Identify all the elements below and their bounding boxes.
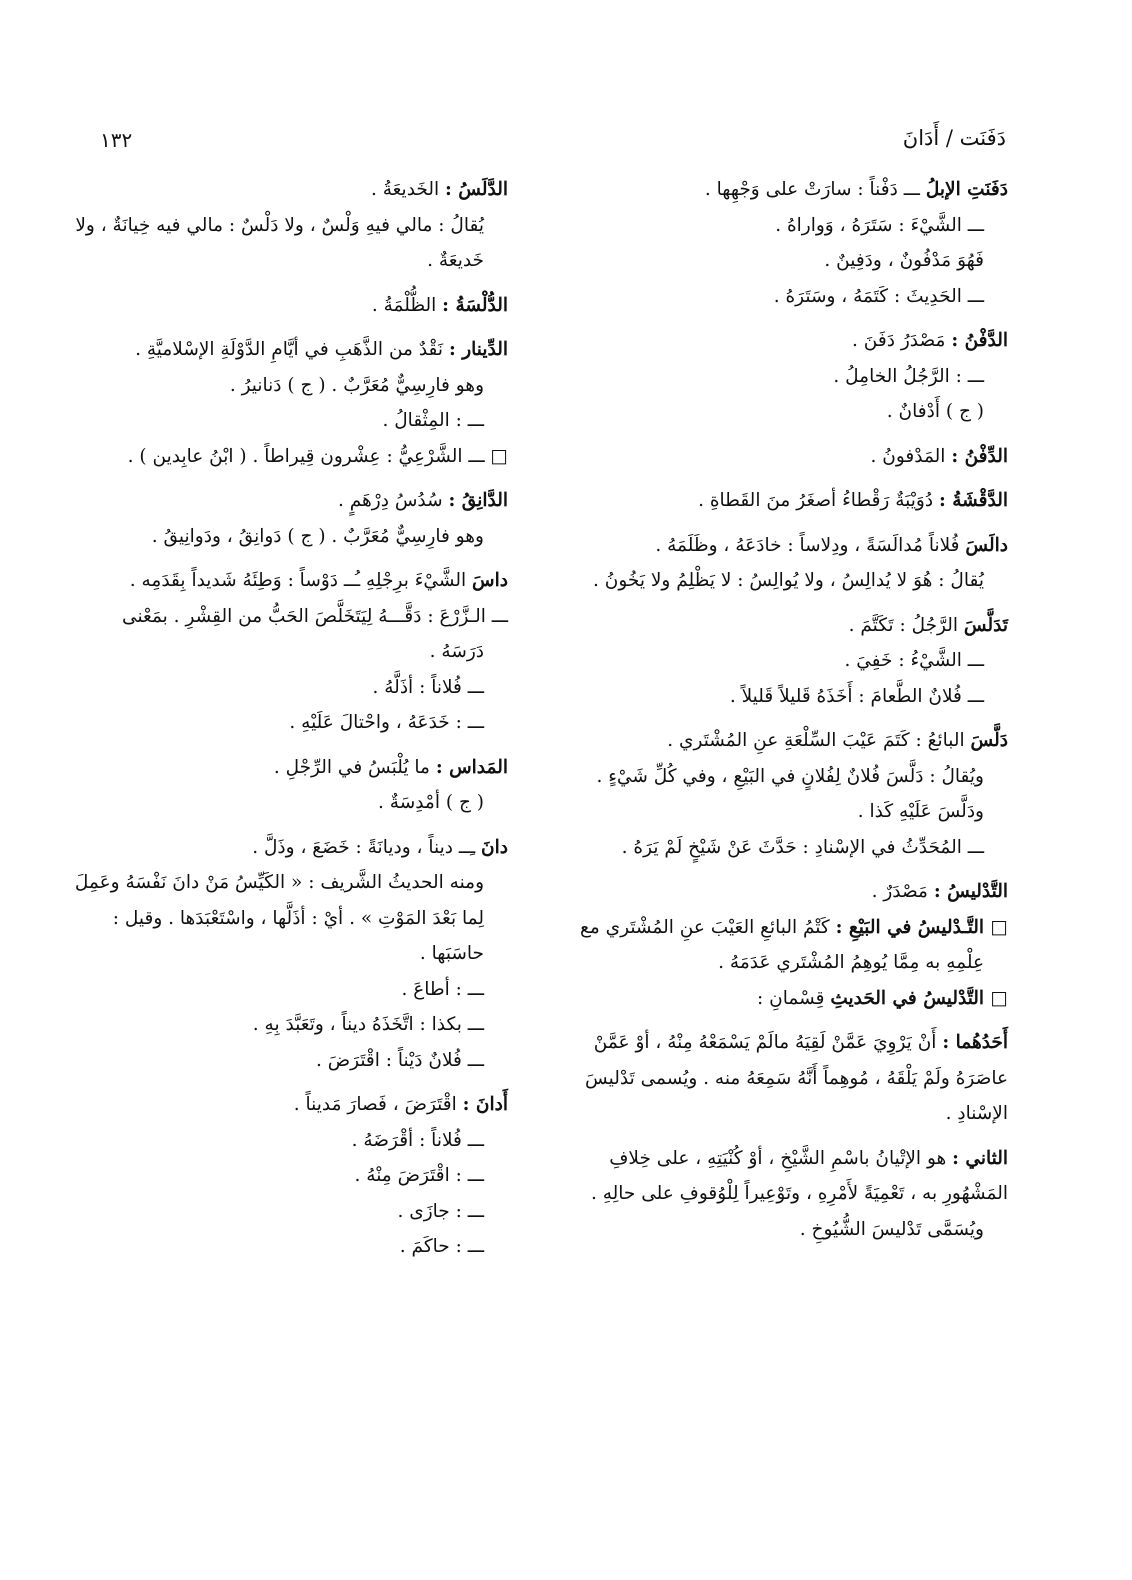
- definition-text: الإسْنادِ .: [945, 1103, 1008, 1124]
- definition-text: ـــ فُلانٌ دَيْناً : اقْتَرَضَ .: [316, 1049, 484, 1071]
- definition-text: المَدْفونُ .: [870, 445, 946, 467]
- entry-line: [66, 519, 508, 555]
- entry-line: [558, 1096, 1008, 1132]
- entry-line: [558, 945, 1008, 981]
- headword: المَداس :: [435, 756, 508, 778]
- headword: التَّدْليسُ :: [933, 881, 1008, 902]
- entry-line: [558, 874, 1008, 910]
- entry-line: [66, 403, 508, 439]
- definition-text: الشَّيْءَ برِجْلِهِ ـُــ دَوْساً : وَطِئَهُ شَديداً بِقَدَمِه .: [129, 570, 467, 591]
- dictionary-entry: [558, 608, 1008, 715]
- entry-line: [66, 1087, 508, 1123]
- entry-line: [558, 172, 1008, 208]
- entry-line: [558, 1212, 1008, 1248]
- headword: دانَ: [481, 836, 508, 858]
- entry-line: [66, 439, 508, 475]
- definition-text: يُقالُ : هُوَ لا يُدالِسُ ، ولا يُوالِسُ : لا يَظْلِمُ ولا يَخُونُ .: [592, 570, 984, 591]
- definition-text: ـــ الـزَّرْعَ : دَقَّـــهُ لِيَتَخَلَّصَ الحَبُّ من القِشْرِ . بمَعْنى: [122, 605, 508, 627]
- dictionary-entry: [558, 172, 1008, 314]
- definition-text: هو الإتْيانُ باسْمِ الشَّيْخِ ، أوْ كُنْيَتِهِ ، على خِلافِ: [609, 1147, 947, 1169]
- definition-text: كَتْمُ البائعِ العَيْبَ عنِ المُشْتَري مع: [580, 916, 830, 938]
- dictionary-entry: [558, 439, 1008, 475]
- definition-text: ـــ الشَّيْءُ : خَفِيَ .: [844, 650, 984, 671]
- headword: الدَّانِقُ :: [448, 490, 508, 511]
- entry-line: [66, 750, 508, 786]
- definition-text: ـــ : أطاعَ .: [401, 978, 484, 1000]
- entry-line: [66, 1158, 508, 1194]
- entry-line: [66, 288, 508, 324]
- entry-line: [66, 1123, 508, 1159]
- definition-text: ـــ فُلانٌ الطَّعامَ : أَخَذَهُ قَليلاً قَليلاً .: [729, 685, 984, 707]
- entry-line: [558, 1141, 1008, 1177]
- definition-text: دُوَيْبَةٌ رَقْطاءُ أصغَرُ منَ القَطاةِ .: [698, 490, 934, 511]
- definition-text: ـــ الحَدِيثَ : كَتَمَهُ ، وسَتَرَهُ .: [773, 285, 984, 307]
- definition-text: فَهُوَ مَدْفُونٌ ، ودَفِينٌ .: [824, 250, 984, 271]
- page-header: [0, 118, 1132, 158]
- dictionary-entry: [66, 288, 508, 324]
- definition-text: ـــ دَفْناً : سارَتْ على وَجْهِها .: [704, 179, 920, 200]
- entry-line: [558, 563, 1008, 599]
- entry-line: [66, 563, 508, 599]
- entry-line: [66, 1229, 508, 1265]
- entry-line: [558, 279, 1008, 315]
- headword: □ التَّـدْليسُ في البَيْعِ :: [835, 916, 1008, 938]
- entry-line: [558, 723, 1008, 759]
- definition-text: ويُقالُ : دَلَّسَ فُلانٌ لِفُلانٍ في البَيْعِ ، وفي كُلِّ شَيْءٍ .: [596, 765, 984, 787]
- definition-text: ما يُلْبَسُ في الرِّجْلِ .: [273, 756, 430, 778]
- dictionary-entry: [66, 483, 508, 554]
- headword: أَحَدُهُما :: [942, 1032, 1008, 1053]
- entry-line: [558, 794, 1008, 830]
- definition-text: ويُسَمَّى تَدْليسَ الشُّيُوخِ .: [799, 1218, 984, 1240]
- entry-line: [558, 1176, 1008, 1212]
- entry-line: [66, 1007, 508, 1043]
- definition-text: دَرَسَهُ .: [429, 641, 484, 662]
- definition-text: ـــ : المِثْقالُ .: [382, 410, 484, 431]
- definition-text: خَديعَةٌ .: [427, 250, 484, 271]
- definition-text: ـــ فُلاناً : أقْرَضَهُ .: [351, 1129, 484, 1151]
- entry-line: [558, 483, 1008, 519]
- definition-text: وهو فارِسِيٌّ مُعَرَّبٌ . ( ج ) دَوانِقُ ، ودَوانِيقُ .: [151, 525, 484, 547]
- definition-text: ( ج ) أمْدِسَةٌ .: [378, 792, 484, 813]
- entry-line: [558, 910, 1008, 946]
- definition-text: ـِــ ديناً ، وديانَةً : خَضَعَ ، وذَلَّ .: [252, 836, 476, 858]
- entry-line: [558, 830, 1008, 866]
- entry-line: [558, 759, 1008, 795]
- entry-line: [66, 936, 508, 972]
- headword: داسَ: [472, 570, 508, 591]
- entry-line: [558, 608, 1008, 644]
- dictionary-entry: [558, 528, 1008, 599]
- dictionary-entry: [558, 723, 1008, 865]
- definition-text: ـــ : جازَى .: [397, 1200, 484, 1222]
- headword: الدِّفْنُ :: [951, 445, 1008, 467]
- dictionary-entry: [66, 1087, 508, 1265]
- entry-line: [558, 1025, 1008, 1061]
- entry-line: [66, 599, 508, 635]
- entry-line: [66, 634, 508, 670]
- entry-line: [66, 483, 508, 519]
- definition-text: ومنه الحديثُ الشَّريف : « الكَيِّسُ مَنْ دانَ نَفْسَهُ وعَمِلَ: [74, 872, 484, 893]
- definition-text: □ ـــ الشَّرْعِيُّ : عِشْرون قِيراطاً . ( ابْنُ عابِدين ) .: [127, 445, 508, 467]
- entry-line: [66, 785, 508, 821]
- definition-text: ـــ : اقْتَرَضَ مِنْهُ .: [354, 1165, 484, 1186]
- definition-text: ـــ : حاكَمَ .: [399, 1236, 484, 1257]
- entry-line: [558, 1061, 1008, 1097]
- dictionary-entry: [66, 830, 508, 1079]
- definition-text: مَصْدَرٌ .: [871, 881, 928, 902]
- entry-line: [66, 830, 508, 866]
- entry-line: [66, 972, 508, 1008]
- headword: □ التَّدْليسُ في الحَديثِ: [830, 987, 1008, 1009]
- entry-line: [66, 1194, 508, 1230]
- entry-line: [66, 901, 508, 937]
- definition-text: لِما بَعْدَ المَوْتِ » . أيْ : أذَلَّها ، واسْتَعْبَدَها . وقيل :: [112, 907, 484, 929]
- definition-text: الرَّجُلُ : تَكَتَّمَ .: [848, 614, 959, 636]
- entry-line: [558, 981, 1008, 1017]
- dictionary-entry: [66, 172, 508, 279]
- definition-text: نَقْدٌ من الذَّهَبِ في أيَّامِ الدَّوْلَةِ الإسْلاميَّةِ .: [135, 339, 444, 360]
- headword: دالَسَ: [965, 534, 1008, 556]
- entry-line: [66, 865, 508, 901]
- definition-text: ( ج ) أَدْفانٌ .: [886, 401, 984, 422]
- definition-text: ـــ المُحَدِّثُ في الإسْنادِ : حَدَّثَ عَنْ شَيْخٍ لَمْ يَرَهُ .: [621, 836, 984, 858]
- definition-text: ـــ : خَدَعَهُ ، واحْتالَ عَلَيْهِ .: [289, 712, 484, 733]
- definition-text: حاسَبَها .: [419, 943, 484, 964]
- headword: دَفَنَتِ الإبلُ: [925, 179, 1008, 200]
- entry-line: [558, 208, 1008, 244]
- entry-line: [558, 528, 1008, 564]
- entry-line: [66, 332, 508, 368]
- dictionary-entry: [66, 750, 508, 821]
- dictionary-entry: [558, 1141, 1008, 1248]
- definition-text: ـــ فُلاناً : أذَلَّهُ .: [372, 676, 484, 698]
- left-column: [66, 172, 508, 1274]
- headword: الدِّينار :: [448, 339, 508, 360]
- definition-text: قِسْمانِ :: [757, 987, 825, 1009]
- definition-text: ودَلَّسَ عَلَيْهِ كَذا .: [857, 801, 984, 822]
- running-head: دَفَنَت / أَدَانَ: [902, 126, 1006, 150]
- dictionary-entry: [558, 1025, 1008, 1132]
- headword: الدَّقْشَةُ :: [938, 490, 1008, 511]
- headword: أَدانَ :: [462, 1094, 508, 1115]
- headword: الدَّلَسُ :: [445, 179, 508, 200]
- definition-text: اقْتَرَضَ ، فَصارَ مَديناً .: [293, 1094, 457, 1115]
- definition-text: فُلاناً مُدالَسَةً ، ودِلاساً : خادَعَهُ ، وظَلَمَهُ .: [655, 534, 960, 556]
- entry-line: [558, 243, 1008, 279]
- entry-line: [558, 359, 1008, 395]
- entry-line: [66, 368, 508, 404]
- headword: الدَّفْنُ :: [951, 330, 1008, 351]
- entry-line: [66, 705, 508, 741]
- definition-text: المَشْهُورِ به ، تَعْمِيَةً لأَمْرِهِ ، وتَوْعِيراً لِلْوُقوفِ على حالِهِ .: [590, 1183, 1008, 1204]
- definition-text: سُدُسُ دِرْهَمٍ .: [337, 490, 443, 511]
- right-column: [558, 172, 1008, 1256]
- definition-text: الظُّلْمَةُ .: [371, 294, 437, 316]
- entry-line: [66, 243, 508, 279]
- definition-text: مَصْدَرُ دَفَنَ .: [852, 330, 946, 351]
- page-number: ١٣٢: [100, 128, 133, 152]
- definition-text: أَنْ يَرْوِيَ عَمَّنْ لَقِيَهُ مالَمْ يَسْمَعْهُ مِنْهُ ، أوْ عَمَّنْ: [593, 1032, 937, 1053]
- entry-line: [66, 208, 508, 244]
- entry-line: [558, 439, 1008, 475]
- definition-text: ـــ بكذا : اتَّخَذَهُ ديناً ، وتَعَبَّدَ بِهِ .: [252, 1014, 484, 1035]
- definition-text: ـــ الشَّيْءَ : سَتَرَهُ ، وَواراهُ .: [775, 214, 984, 236]
- headword: الدُّلْسَةُ :: [442, 294, 508, 316]
- definition-text: وهو فارِسِيٌّ مُعَرَّبٌ . ( ج ) دَنانيرُ .: [229, 374, 484, 396]
- headword: دَلَّسَ: [970, 730, 1008, 751]
- entry-line: [66, 1043, 508, 1079]
- dictionary-entry: [66, 563, 508, 741]
- definition-text: البائعُ : كَتَمَ عَيْبَ السِّلْعَةِ عنِ المُشْتَري .: [667, 730, 965, 751]
- entry-line: [66, 670, 508, 706]
- dictionary-entry: [558, 874, 1008, 1016]
- dictionary-entry: [66, 332, 508, 474]
- definition-text: عِلْمِهِ به مِمَّا يُوهِمُ المُشْتَري عَدَمَهُ .: [718, 952, 984, 973]
- entry-line: [558, 679, 1008, 715]
- definition-text: ـــ : الرَّجُلُ الخامِلُ .: [833, 365, 984, 387]
- dictionary-entry: [558, 483, 1008, 519]
- entry-line: [558, 643, 1008, 679]
- definition-text: عاصَرَهُ ولَمْ يَلْقَهُ ، مُوهِماً أَنَّهُ سَمِعَهُ منه . ويُسمى تَدْليسَ: [585, 1067, 1008, 1089]
- headword: الثاني :: [952, 1147, 1008, 1169]
- headword: تَدَلَّسَ: [963, 614, 1008, 636]
- entry-line: [66, 172, 508, 208]
- definition-text: يُقالُ : مالي فيهِ وَلْسٌ ، ولا دَلْسٌ : مالي فيه خِيانَةٌ ، ولا: [75, 214, 484, 236]
- dictionary-entry: [558, 323, 1008, 430]
- entry-line: [558, 394, 1008, 430]
- entry-line: [558, 323, 1008, 359]
- definition-text: الخَديعَةُ .: [370, 179, 440, 200]
